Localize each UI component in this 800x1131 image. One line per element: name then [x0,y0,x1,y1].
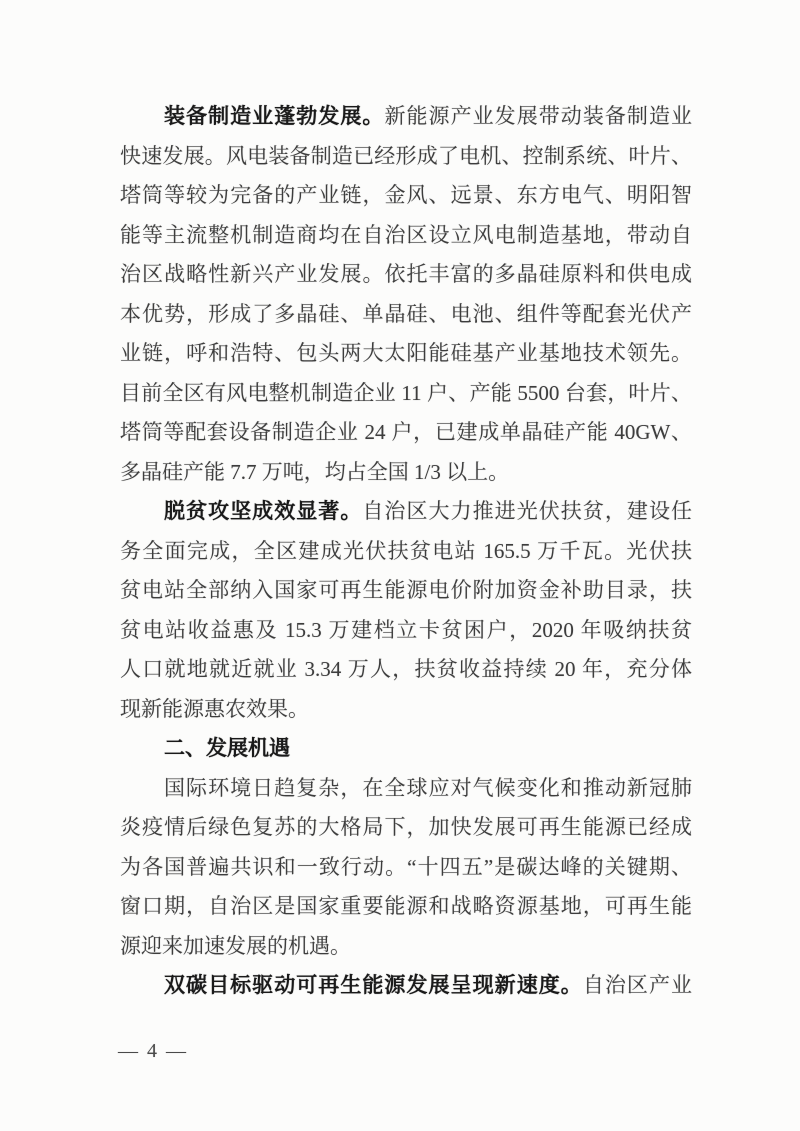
text-line [120,571,692,611]
text-line [120,137,692,177]
text-run: 人口就地就近就业 3.34 万人，扶贫收益持续 20 年，充分体 [120,657,692,681]
text-run: 为各国普遍共识和一致行动。“十四五”是碳达峰的关键期、 [120,854,692,879]
emphasis-run: 装备制造业蓬勃发展。 [164,104,385,128]
emphasis-run: 双碳目标驱动可再生能源发展呈现新速度。 [164,973,583,997]
text-run: 塔筒等配套设备制造企业 24 户，已建成单晶硅产能 40GW、 [120,420,692,444]
text-run: 快速发展。风电装备制造已经形成了电机、控制系统、叶片、 [120,143,692,168]
text-run: 贫电站收益惠及 15.3 万建档立卡贫困户，2020 年吸纳扶贫 [120,617,692,642]
text-line [120,374,692,414]
text-run: 多晶硅产能 7.7 万吨，均占全国 1/3 以上。 [120,459,510,484]
text-line [120,650,692,690]
text-line [120,413,692,453]
text-line [120,295,692,335]
text-run: 目前全区有风电整机制造企业 11 户、产能 5500 台套，叶片、 [120,380,692,405]
text-line [120,808,692,848]
text-run: 炎疫情后绿色复苏的大格局下，加快发展可再生能源已经成 [120,815,692,839]
text-line [120,97,692,137]
text-run: 务全面完成，全区建成光伏扶贫电站 165.5 万千瓦。光伏扶 [120,538,692,563]
page-number: — 4 — [118,1040,188,1062]
text-line [120,927,692,967]
text-run: 窗口期，自治区是国家重要能源和战略资源基地，可再生能 [120,894,692,918]
text-line [120,176,692,216]
text-line [120,848,692,888]
text-run: 国际环境日趋复杂，在全球应对气候变化和推动新冠肺 [164,775,692,800]
text-line [120,690,692,730]
text-line [120,255,692,295]
text-run: 塔筒等较为完备的产业链，金风、远景、东方电气、明阳智 [120,183,692,207]
emphasis-run: 脱贫攻坚成效显著。 [164,499,363,523]
text-line [120,216,692,256]
text-line [120,492,692,532]
text-run: 能等主流整机制造商均在自治区设立风电制造基地，带动自 [120,222,692,247]
text-line [120,334,692,374]
text-line [120,966,692,1006]
emphasis-run: 二、发展机遇 [164,736,290,760]
text-line [120,532,692,572]
text-run: 现新能源惠农效果。 [120,696,309,721]
text-run: 自治区大力推进光伏扶贫，建设任 [362,499,692,523]
text-run: 贫电站全部纳入国家可再生能源电价附加资金补助目录，扶 [120,578,692,602]
text-run: 业链，呼和浩特、包头两大太阳能硅基产业基地技术领先。 [120,341,692,365]
text-run: 源迎来加速发展的机遇。 [120,933,351,958]
text-run: 自治区产业 [582,973,692,997]
text-line [120,453,692,493]
text-run: 治区战略性新兴产业发展。依托丰富的多晶硅原料和供电成 [120,262,692,286]
text-line [120,887,692,927]
text-block [120,97,692,1006]
text-line [120,769,692,809]
text-line [120,611,692,651]
text-run: 本优势，形成了多晶硅、单晶硅、电池、组件等配套光伏产 [120,301,692,326]
text-run: 新能源产业发展带动装备制造业 [384,104,692,128]
section-heading [120,729,692,769]
